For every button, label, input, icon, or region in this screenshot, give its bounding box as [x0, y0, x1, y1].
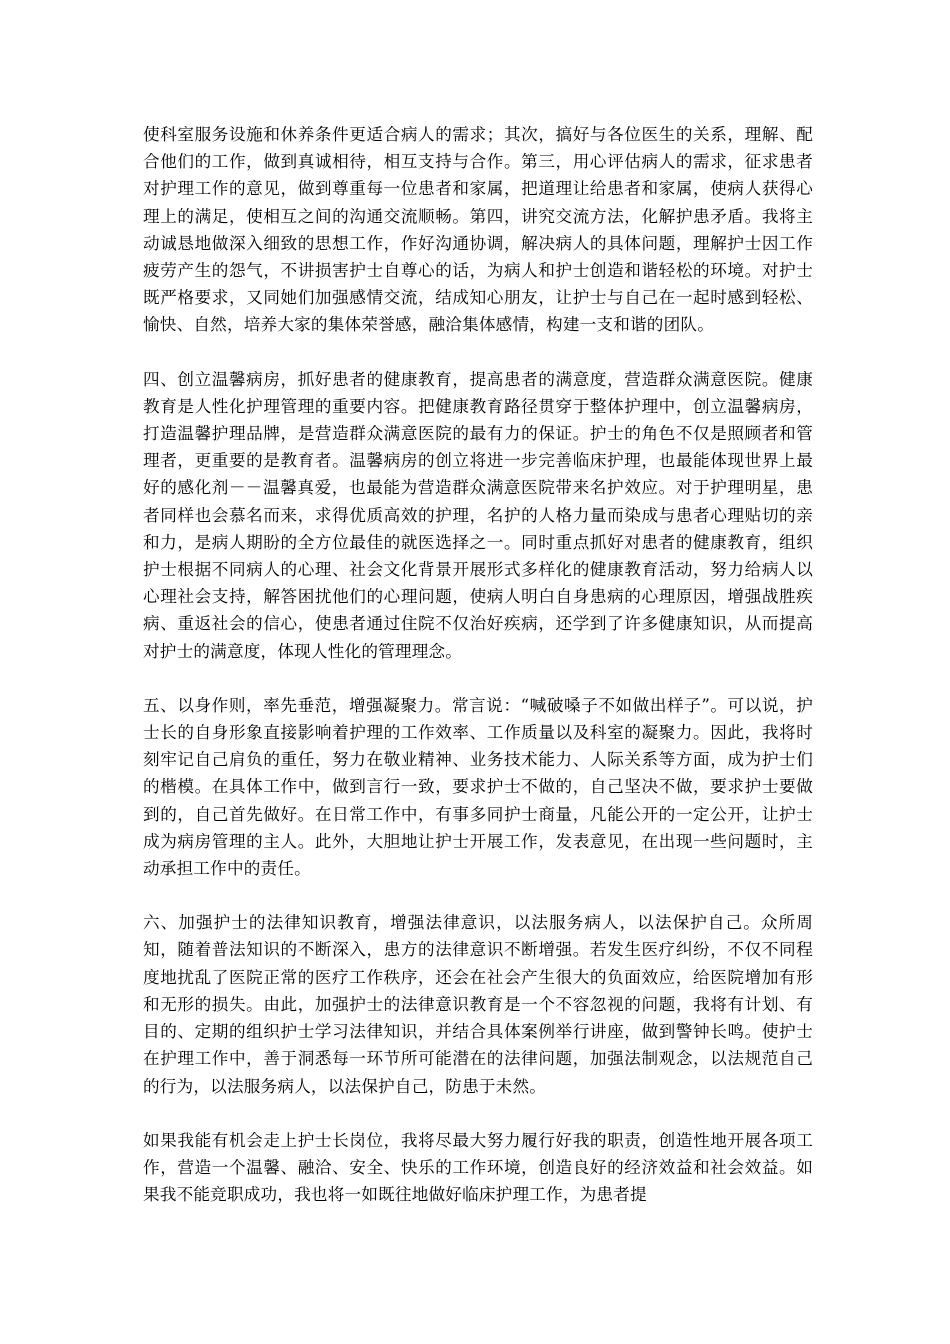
paragraph-section-six: 六、加强护士的法律知识教育，增强法律意识，以法服务病人，以法保护自己。众所周知，随着普法知识的不断深入，患方的法律意识不断增强。若发生医疗纠纷，不仅不同程度地扰乱了医院正常的医疗工作秩序，还会在社会产生很大的负面效应，给医院增加有形和无形的损失。由此，加强护士的法律意识教育是一个不容忽视的问题，我将有计划、有目的、定期的组织护士学习法律知识，并结合具体案例举行讲座，做到警钟长鸣。使护士在护理工作中，善于洞悉每一环节所可能潜在的法律问题，加强法制观念，以法规范自己的行为，以法服务病人，以法保护自己，防患于未然。	[143, 913, 813, 1096]
paragraph-closing: 如果我能有机会走上护士长岗位，我将尽最大努力履行好我的职责，创造性地开展各项工作，营造一个温馨、融洽、安全、快乐的工作环境，创造良好的经济效益和社会效益。如果我不能竞职成功，我也将一如既往地做好临床护理工作，为患者提	[143, 1130, 813, 1205]
document-page	[143, 121, 813, 1235]
paragraph-communication: 使科室服务设施和休养条件更适合病人的需求；其次，搞好与各位医生的关系，理解、配合他们的工作，做到真诚相待，相互支持与合作。第三，用心评估病人的需求，征求患者对护理工作的意见，做到尊重每一位患者和家属，把道理让给患者和家属，使病人获得心理上的满足，使相互之间的沟通交流顺畅。第四，讲究交流方法，化解护患矛盾。我将主动诚恳地做深入细致的思想工作，作好沟通协调，解决病人的具体问题，理解护士因工作疲劳产生的怨气，不讲损害护士自尊心的话，为病人和护士创造和谐轻松的环境。对护士既严格要求，又同她们加强感情交流，结成知心朋友，让护士与自己在一起时感到轻松、愉快、自然，培养大家的集体荣誉感，融洽集体感情，构建一支和谐的团队。	[143, 125, 813, 335]
paragraph-section-five: 五、以身作则，率先垂范，增强凝聚力。常言说：“喊破嗓子不如做出样子”。可以说，护士长的自身形象直接影响着护理的工作效率、工作质量以及科室的凝聚力。因此，我将时刻牢记自己肩负的重任，努力在敬业精神、业务技术能力、人际关系等方面，成为护士们的楷模。在具体工作中，做到言行一致，要求护士不做的，自己坚决不做，要求护士要做到的，自己首先做好。在日常工作中，有事多同护士商量，凡能公开的一定公开，让护士成为病房管理的主人。此外，大胆地让护士开展工作，发表意见，在出现一些问题时，主动承担工作中的责任。	[143, 695, 813, 879]
paragraph-section-four: 四、创立温馨病房，抓好患者的健康教育，提高患者的满意度，营造群众满意医院。健康教育是人性化护理管理的重要内容。把健康教育路径贯穿于整体护理中，创立温馨病房，打造温馨护理品牌，是营造群众满意医院的最有力的保证。护士的角色不仅是照顾者和管理者，更重要的是教育者。温馨病房的创立将进一步完善临床护理，也最能体现世界上最好的感化剂－－温馨真爱，也最能为营造群众满意医院带来名护效应。对于护理明星，患者同样也会慕名而来，求得优质高效的护理，名护的人格力量而染成与患者心理贴切的亲和力，是病人期盼的全方位最佳的就医选择之一。同时重点抓好对患者的健康教育，组织护士根据不同病人的心理、社会文化背景开展形式多样化的健康教育活动，努力给病人以心理社会支持，解答困扰他们的心理问题，使病人明白自身患病的心理原因，增强战胜疾病、重返社会的信心，使患者通过住院不仅治好疾病，还学到了许多健康知识，从而提高对护士的满意度，体现人性化的管理理念。	[143, 369, 813, 661]
